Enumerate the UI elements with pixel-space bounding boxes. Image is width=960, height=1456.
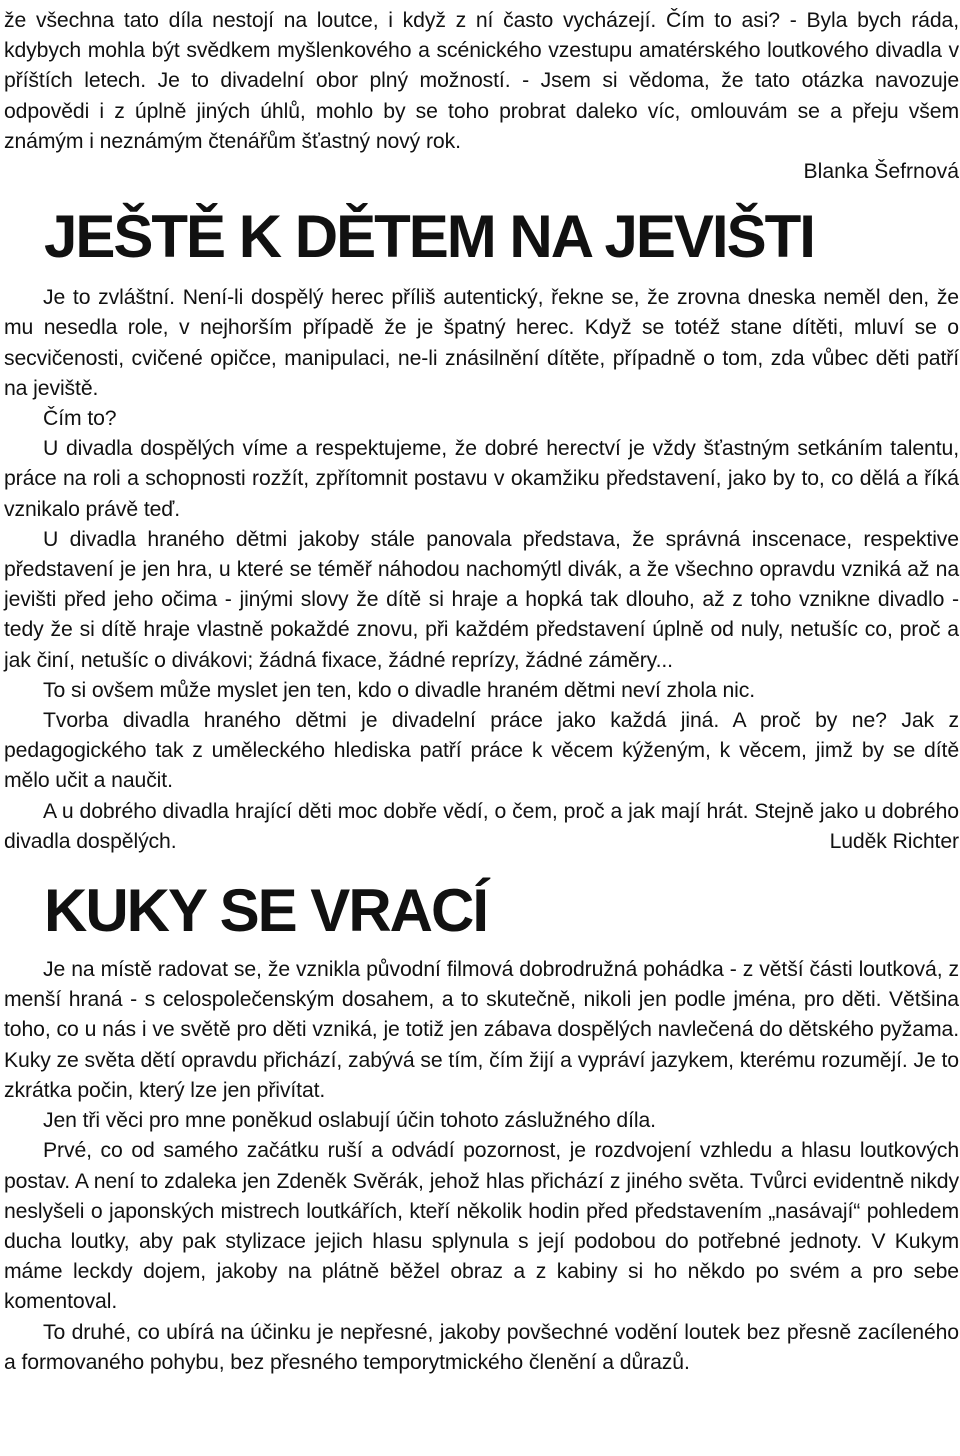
intro-paragraph: že všechna tato díla nestojí na loutce, i když z ní často vycházejí. Čím to asi? - Byla bych ráda, kdybych mohla být svědkem myšlenkového a scénického vzestupu amatérského loutkového divadla v příštích letech. Je to divadelní obor plný možností. - Jsem si vědoma, že tato otázka navozuje odpovědi i z úplně jiných úhlů, mohlo by se toho probrat daleko víc, omlouvám se a přeju všem známým i neznámým čtenářům šťastný nový rok. [4,9,959,153]
document-page [4,6,959,1378]
article1-paragraph-3: U divadla dospělých víme a respektujeme, že dobré herectví je vždy šťastným setkáním talentu, práce na roli a schopnosti rozžít, zpřítomnit postavu v okamžiku představení, jako by to, co dělá a říká vznikalo právě teď. [4,437,959,521]
article1-author: Luděk Richter [829,829,959,853]
article2-paragraph-4: To druhé, co ubírá na účinku je nepřesné, jakoby povšechné vodění loutek bez přesně zacíleného a formovaného pohybu, bez přesného temporytmického členění a důrazů. [4,1320,959,1374]
article2-paragraph-1: Je na místě radovat se, že vznikla původní filmová dobrodružná pohádka - z větší části loutková, z menší hraná - s celospolečenským dosahem, a to skutečně, nikoli jen podle jména, pro děti. Většina toho, co u nás i ve světě pro děti vzniká, je totiž jen zábava dospělých navlečená do dětského pyžama. Kuky ze světa dětí opravdu přichází, zabývá se tím, čím žijí a vypráví jazykem, kterému rozumějí. Je to zkrátka počin, který lze jen přivítat. [4,958,959,1102]
article1-paragraph-7-text: A u dobrého divadla hrající děti moc dobře vědí, o čem, proč a jak mají hrát. Stejně jako u dobrého divadla dospělých. [4,799,959,853]
article1-paragraph-5: To si ovšem může myslet jen ten, kdo o divadle hraném dětmi neví zhola nic. [43,678,756,702]
article2-title: KUKY SE VRACÍ [44,877,487,945]
article1-title: JEŠTĚ K DĚTEM NA JEVIŠTI [44,203,814,271]
article2-paragraph-3: Prvé, co od samého začátku ruší a odvádí pozornost, je rozdvojení vzhledu a hlasu loutkových postav. A není to zdaleka jen Zdeněk Svěrák, jehož hlas přichází z jiného světa. Tvůrci evidentně nikdy neslyšeli o japonských mistrech loutkářích, kteří několik hodin před představením „nasávají“ pohledem ducha loutky, aby pak stylizace jejich hlasu splynula s její podobou do potřebné jednoty. V Kukym máme leckdy dojem, jakoby na plátně běžel obraz a z kabiny si ho někdo po svém a pro sebe komentoval. [4,1139,959,1314]
article1-paragraph-7 [4,797,959,857]
article1-paragraph-1: Je to zvláštní. Není-li dospělý herec příliš autentický, řekne se, že zrovna dneska neměl den, že mu nesedla role, v nejhorším případě že je špatný herec. Když se totéž stane dítěti, mluví se o secvičenosti, cvičené opičce, manipulaci, ne-li znásilnění dítěte, případně o tom, zda vůbec děti patří na jeviště. [4,286,959,400]
article2-paragraph-2: Jen tři věci pro mne poněkud oslabují účin tohoto záslužného díla. [43,1109,656,1133]
article1-paragraph-2: Čím to? [43,407,117,431]
article1-paragraph-6: Tvorba divadla hraného dětmi je divadelní práce jako každá jiná. A proč by ne? Jak z pedagogického tak z uměleckého hlediska patří práce k věcem kýženým, k věcem, jimž by se dítě mělo učit a naučit. [4,709,959,793]
article1-paragraph-4: U divadla hraného dětmi jakoby stále panovala představa, že správná inscenace, respektive představení je jen hra, u které se téměř náhodou nachomýtl divák, a že všechno opravdu vzniká až na jevišti před jeho očima - jinými slovy že dítě si hraje a hopká tak dlouho, až z toho vznikne divadlo - tedy že si dítě hraje vlastně pokaždé znovu, při každém představení úplně od nuly, netušíc co, proč a jak činí, netušíc o divákovi; žádná fixace, žádné reprízy, žádné záměry... [4,527,959,672]
intro-author: Blanka Šefrnová [803,160,959,184]
